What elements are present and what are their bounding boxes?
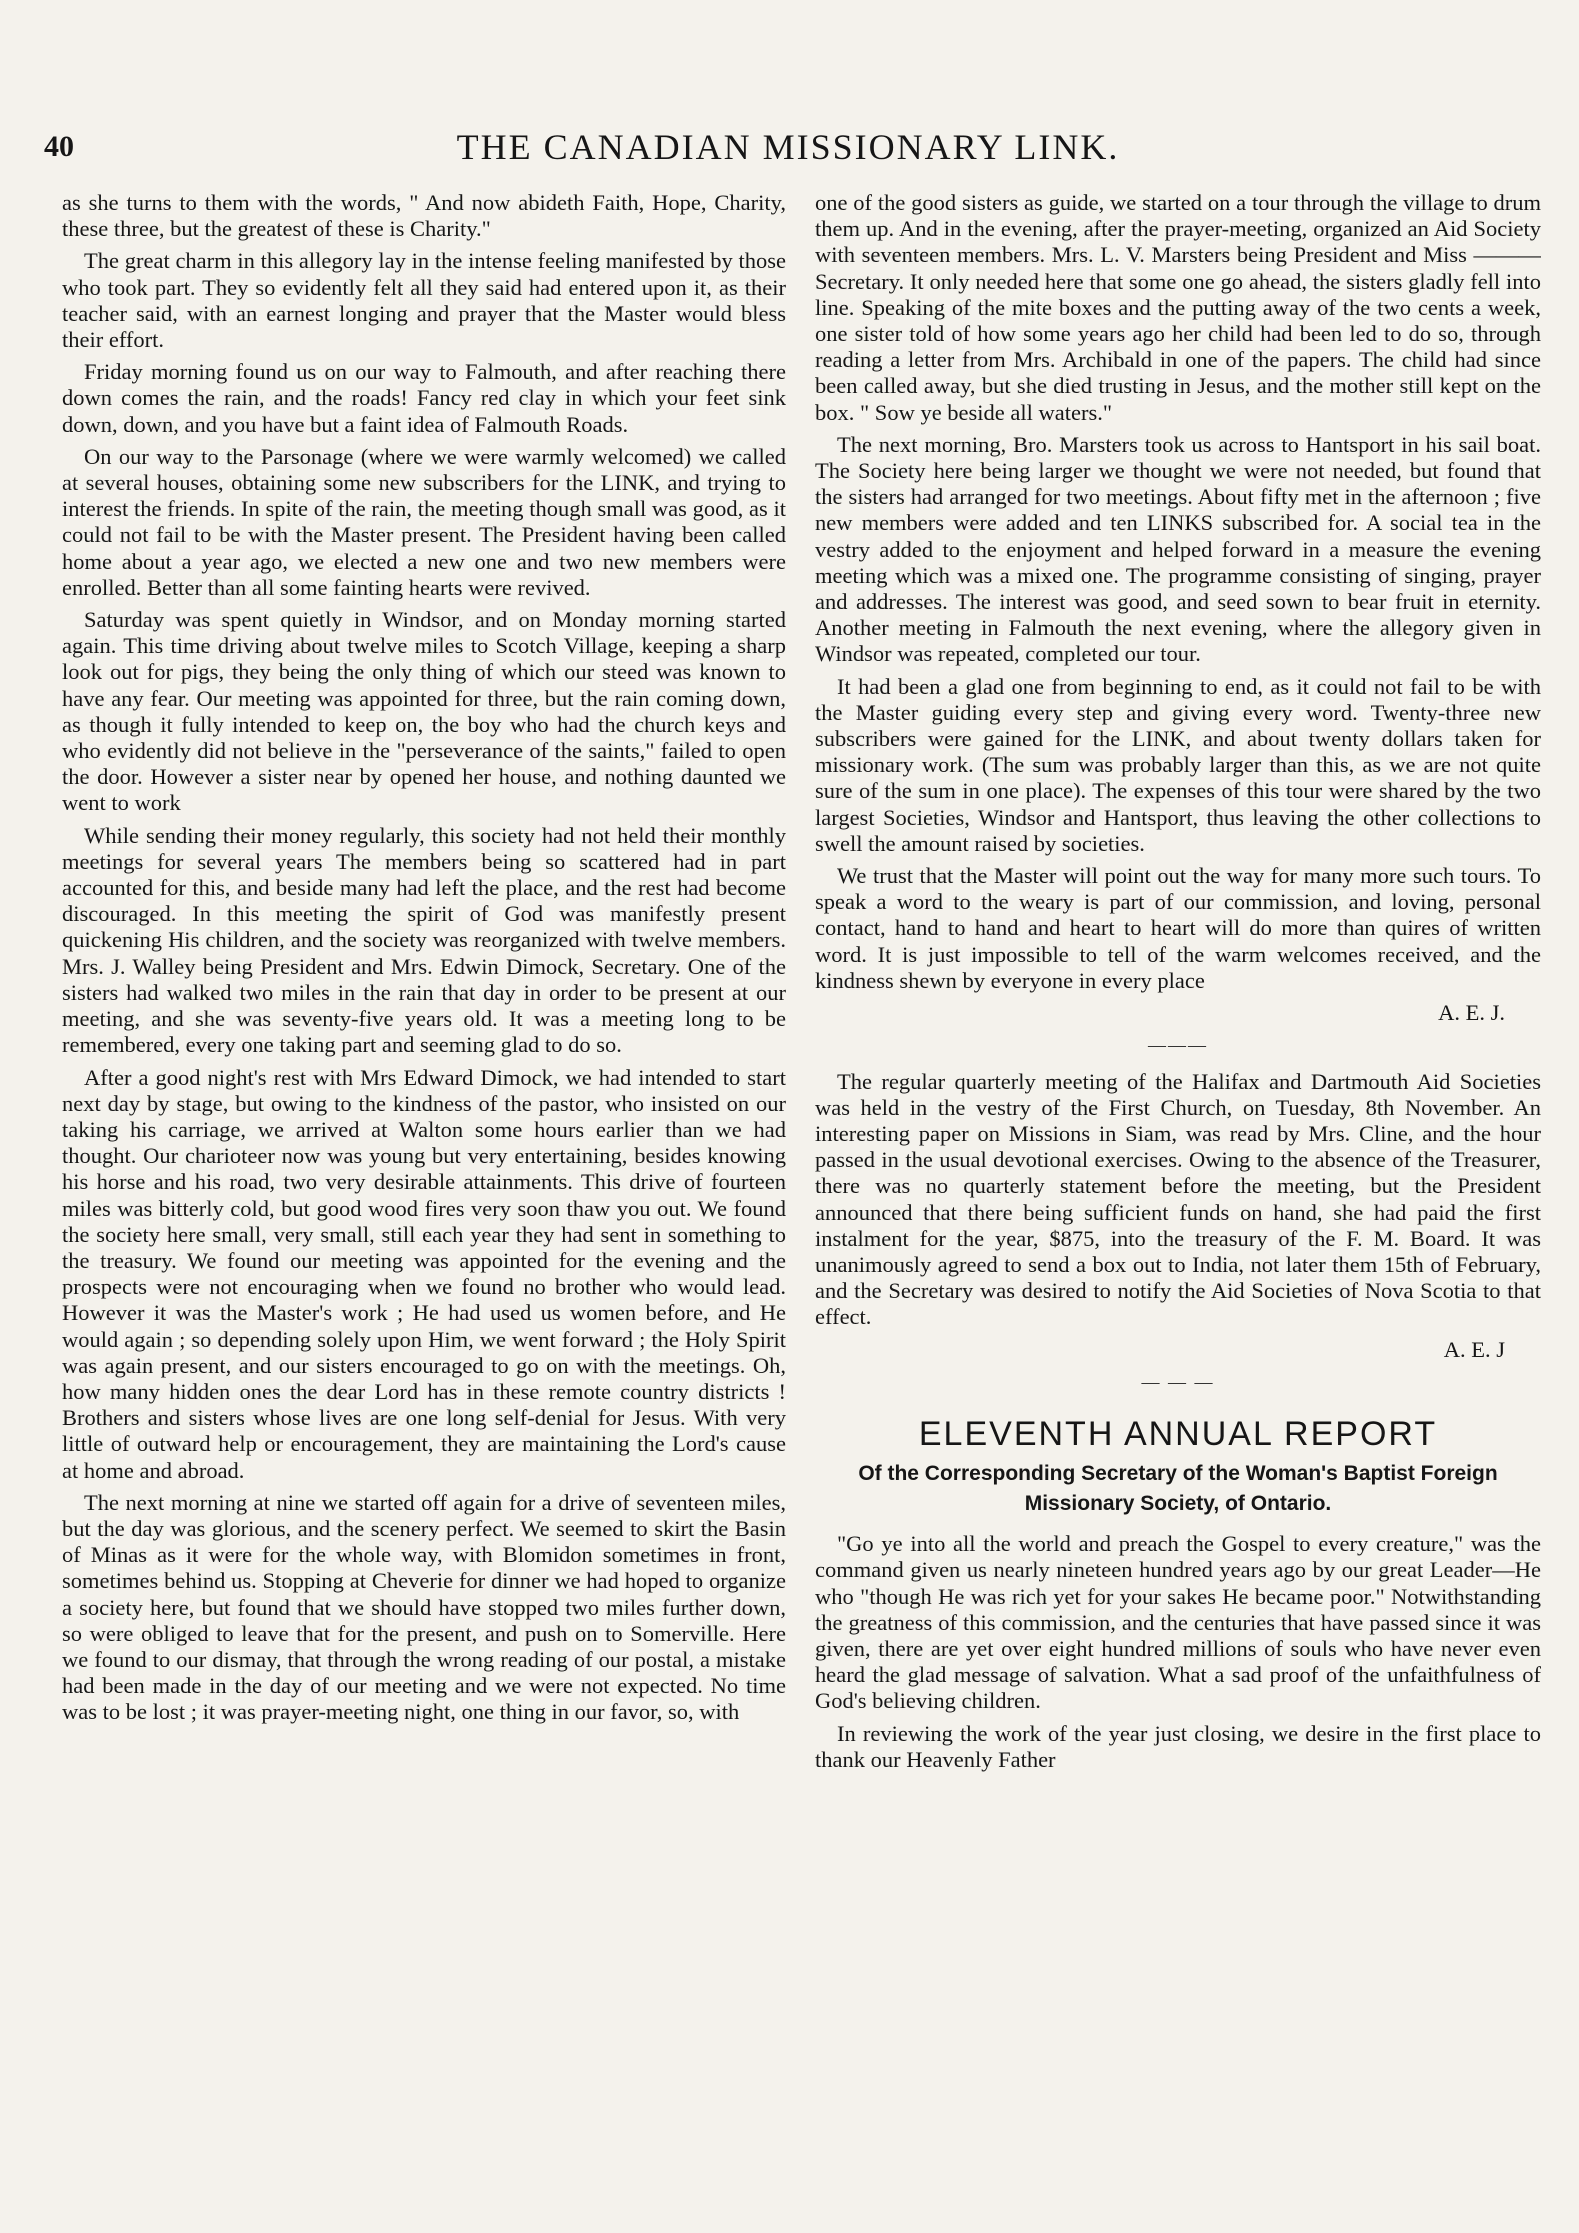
page-number: 40 bbox=[44, 130, 74, 163]
section-divider: — — — bbox=[1141, 1371, 1215, 1392]
paragraph: It had been a glad one from beginning to end, as it could not fail to be with the Master guiding every step and giving every word. Twenty-three new subscribers were gained for the LINK, and about twenty dollars taken for missionary work. (The sum was probably larger than this, as we are not quite sure of the sum in one place). The expenses of this tour were shared by the two largest Societies, Windsor and Hantsport, thus leaving the other collections to swell the amount raised by societies. bbox=[815, 673, 1541, 856]
paragraph: Saturday was spent quietly in Windsor, and on Monday morning started again. This time driving about twelve miles to Scotch Village, keeping a sharp look out for pigs, they being the only thing of which our steed was known to have any fear. Our meeting was appointed for three, but the rain coming down, as though it fully intended to keep on, the boy who had the church keys and who evidently did not believe in the "perseverance of the saints," failed to open the door. However a sister near by opened her house, and nothing daunted we went to work bbox=[62, 607, 786, 816]
paragraph: The next morning, Bro. Marsters took us across to Hantsport in his sail boat. The Society here being larger we thought we were not needed, but found that the sisters had arranged for two meetings. About fifty met in the afternoon ; five new members were added and ten LINKS subscribed for. A social tea in the vestry added to the enjoyment and helped forward in a measure the evening meeting which was a mixed one. The programme consisting of singing, prayer and addresses. The interest was good, and seed sown to bear fruit in eternity. Another meeting in Falmouth the next evening, where the allegory given in Windsor was repeated, completed our tour. bbox=[815, 431, 1541, 667]
paragraph: one of the good sisters as guide, we started on a tour through the village to drum them up. And in the evening, after the prayer-meeting, organized an Aid Society with seventeen members. Mrs. L. V. Marsters being President and Miss ——— Secretary. It only needed here that some one go ahead, the sisters gladly fell into line. Speaking of the mite boxes and the putting away of the two cents a week, one sister told of how some years ago her child had been led to do so, through reading a letter from Mrs. Archibald in one of the papers. The child had since been called away, but she died trusting in Jesus, and the mother still kept on the box. " Sow ye beside all waters." bbox=[815, 190, 1541, 425]
left-column bbox=[62, 190, 786, 2210]
halifax-paragraph: The regular quarterly meeting of the Halifax and Dartmouth Aid Societies was held in the vestry of the First Church, on Tuesday, 8th November. An interesting paper on Missions in Siam, was read by Mrs. Cline, and the hour passed in the usual devotional exercises. Owing to the absence of the Treasurer, there was no quarterly statement before the meeting, but the President announced that there being sufficient funds on hand, she had paid the first instalment for the year, $875, into the treasury of the F. M. Board. It was unanimously agreed to send a box out to India, not later them 15th of February, and the Secretary was desired to notify the Aid Societies of Nova Scotia to that effect. bbox=[815, 1068, 1541, 1330]
paragraph: After a good night's rest with Mrs Edward Dimock, we had intended to start next day by stage, but owing to the kindness of the pastor, who insisted on our taking his carriage, we arrived at Walton some hours earlier than we had thought. Our charioteer now was young but very entertaining, besides knowing his horse and his road, two very desirable attainments. This drive of fourteen miles was bitterly cold, but good wood fires very soon thaw you out. We found the society here small, very small, still each year they had sent in something to the treasury. We found our meeting was appointed for the evening and the prospects were not encouraging when we found no brother who would lead. However it was the Master's work ; He had used us women before, and He would again ; so depending solely upon Him, we went forward ; the Holy Spirit was again present, and our sisters encouraged to go on with the meetings. Oh, how many hidden ones the dear Lord has in these remote country districts ! Brothers and sisters whose lives are one long self-denial for Jesus. With very little of outward help or encouragement, they are maintaining the Lord's cause at home and abroad. bbox=[62, 1064, 786, 1483]
paragraph: The next morning at nine we started off again for a drive of seventeen miles, but the day was glorious, and the scenery perfect. We seemed to skirt the Basin of Minas as it were for the whole way, with Blomidon sometimes in front, sometimes behind us. Stopping at Cheverie for dinner we had hoped to organize a society here, but found that we should have stopped two miles further down, so were obliged to leave that for the present, and push on to Somerville. Here we found to our dismay, that through the wrong reading of our postal, a mistake had been made in the day of our meeting and we were not expected. No time was to be lost ; it was prayer-meeting night, one thing in our favor, so, with bbox=[62, 1489, 786, 1725]
report-title: ELEVENTH ANNUAL REPORT bbox=[918, 1414, 1438, 1453]
report-subtitle: Of the Corresponding Secretary of the Woman's Baptist Foreign Missionary Society, of Ontario. bbox=[858, 1462, 1498, 1516]
running-title: THE CANADIAN MISSIONARY LINK. bbox=[456, 127, 1120, 167]
signature: A. E. J bbox=[1443, 1336, 1505, 1362]
paragraph: "Go ye into all the world and preach the Gospel to every creature," was the command given us nearly nineteen hundred years ago by our great Leader—He who "though He was rich yet for your sakes He became poor." Notwithstanding the greatness of this commission, and the centuries that have passed since it was given, there are yet over eight hundred millions of souls who have never even heard the glad message of salvation. What a sad proof of the unfaithfulness of God's believing children. bbox=[815, 1531, 1541, 1714]
paragraph: While sending their money regularly, this society had not held their monthly meetings for several years The members being so scattered had in part accounted for this, and beside many had left the place, and the rest had become discouraged. In this meeting the spirit of God was manifestly present quickening His children, and the society was reorganized with twelve members. Mrs. J. Walley being President and Mrs. Edwin Dimock, Secretary. One of the sisters had walked two miles in the rain that day in order to be present at our meeting, and she was seventy-five years old. It was a meeting long to be remembered, every one taking part and seeming glad to do so. bbox=[62, 822, 786, 1058]
paragraph: We trust that the Master will point out the way for many more such tours. To speak a word to the weary is part of our commission, and loving, personal contact, hand to hand and heart to heart will do more than quires of written word. It is just impossible to tell of the warm welcomes received, and the kindness shewn by everyone in every place bbox=[815, 863, 1541, 993]
paragraph: as she turns to them with the words, " And now abideth Faith, Hope, Charity, these three, but the greatest of these is Charity." bbox=[62, 190, 786, 242]
paragraph: In reviewing the work of the year just closing, we desire in the first place to thank our Heavenly Father bbox=[815, 1720, 1541, 1772]
page-header bbox=[44, 126, 1532, 176]
right-column bbox=[815, 190, 1541, 2210]
paragraph: On our way to the Parsonage (where we were warmly welcomed) we called at several houses, obtaining some new subscribers for the LINK, and trying to interest the friends. In spite of the rain, the meeting though small was good, as it could not fail to be with the Master present. The President having been called home about a year ago, we elected a new one and two new members were enrolled. Better than all some fainting hearts were revived. bbox=[62, 443, 786, 600]
paragraph: The great charm in this allegory lay in the intense feeling manifested by those who took part. They so evidently felt all they said had entered upon it, as their teacher said, with an earnest longing and prayer that the Master would bless their effort. bbox=[62, 248, 786, 353]
section-divider: ——— bbox=[1148, 1035, 1208, 1056]
signature: A. E. J. bbox=[1438, 1000, 1505, 1026]
paragraph: Friday morning found us on our way to Falmouth, and after reaching there down comes the rain, and the roads! Fancy red clay in which your feet sink down, down, and you have but a faint idea of Falmouth Roads. bbox=[62, 359, 786, 437]
